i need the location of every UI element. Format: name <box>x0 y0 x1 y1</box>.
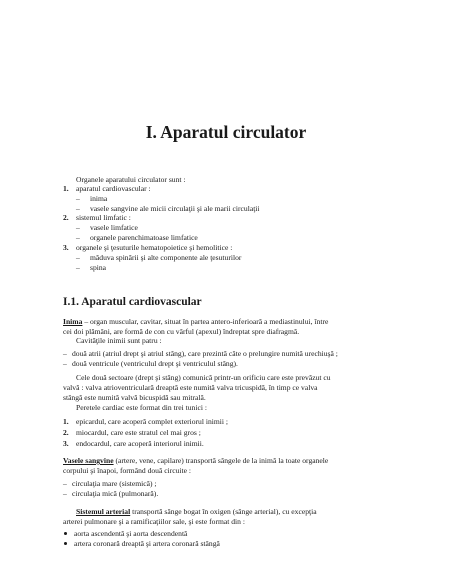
paragraph-arterial-line2: arterei pulmonare şi a ramificaţiilor sale, şi este format din : <box>63 517 245 526</box>
wall-number: 1. <box>63 417 69 426</box>
page-title: I. Aparatul circulator <box>145 122 307 142</box>
paragraph-text: – organ muscular, cavitar, situat în partea antero-inferioară a mediastinului, între <box>82 317 329 326</box>
organ-sub: vasele sangvine ale micii circulaţii şi ale marii circulaţii <box>90 204 260 213</box>
sectors-line1: Cele două sectoare (drept şi stâng) comunică printr-un orificiu care este prevăzut cu <box>76 373 331 382</box>
paragraph-text: transportă sânge bogat în oxigen (sânge arterial), cu excepţia <box>130 507 317 516</box>
paragraph-inima-line1 <box>63 317 328 326</box>
section-title: I.1. Aparatul cardiovascular <box>63 296 202 308</box>
paragraph-arterial-line1 <box>76 507 317 516</box>
intro-text: Organele aparatului circulator sunt : <box>76 175 186 184</box>
organ-sub: inima <box>90 194 108 203</box>
wall-item: endocardul, care acoperă interiorul inimii. <box>76 439 204 448</box>
organ-sub: spina <box>90 263 107 272</box>
dash: – <box>76 253 80 262</box>
dash: – <box>63 359 67 368</box>
artery-item: aorta ascendentă şi aorta descendentă <box>74 529 188 538</box>
term-vase: Vasele sangvine <box>63 456 114 465</box>
organ-sub: vasele limfatice <box>90 223 138 232</box>
organ-number: 3. <box>63 243 69 252</box>
term-arterial: Sistemul arterial <box>76 507 131 516</box>
sectors-line2: valvă : valva atrioventriculară dreaptă este numită valva tricuspidă, în timp ce valva <box>63 383 318 392</box>
organ-number: 1. <box>63 184 69 193</box>
organ-label: organele şi ţesuturile hematopoietice şi hemolitice : <box>76 243 233 252</box>
bullet-icon <box>64 532 67 535</box>
sectors-line3: stângă este numită valvă bicuspidă sau mitrală. <box>63 393 206 402</box>
paragraph-vase-line2: corpului şi înapoi, formând două circuite : <box>63 466 192 475</box>
dash: – <box>76 223 80 232</box>
organ-sub: organele parenchimatoase limfatice <box>90 233 198 242</box>
artery-item: artera coronară dreaptă şi artera coronară stângă <box>74 539 220 548</box>
dash: – <box>76 263 80 272</box>
cavities-intro: Cavităţile inimii sunt patru : <box>76 336 162 345</box>
organ-number: 2. <box>63 213 69 222</box>
bullet-icon <box>64 542 67 545</box>
wall-item: epicardul, care acoperă complet exteriorul inimii ; <box>76 417 229 426</box>
circulation-item: circulaţia mică (pulmonară). <box>72 489 159 498</box>
dash: – <box>63 479 67 488</box>
cavity-item: două atrii (atriul drept şi atriul stâng), care prezintă câte o prelungire numită urechiuşă ; <box>72 349 338 358</box>
cavity-item: două ventricule (ventriculul drept şi ventriculul stâng). <box>72 359 238 368</box>
dash: – <box>63 349 67 358</box>
dash: – <box>76 233 80 242</box>
paragraph-text: (artere, vene, capilare) transportă sângele de la inimă la toate organele <box>113 456 329 465</box>
wall-number: 2. <box>63 428 69 437</box>
walls-intro: Peretele cardiac este format din trei tunici : <box>76 403 207 412</box>
paragraph-vase-line1 <box>63 456 328 465</box>
organ-label: aparatul cardiovascular : <box>76 184 151 193</box>
dash: – <box>76 194 80 203</box>
organ-label: sistemul limfatic : <box>76 213 131 222</box>
wall-item: miocardul, care este stratul cel mai gros ; <box>76 428 201 437</box>
circulation-item: circulaţia mare (sistemică) ; <box>72 479 157 488</box>
wall-number: 3. <box>63 439 69 448</box>
organ-sub: măduva spinării şi alte componente ale ţesuturilor <box>90 253 242 262</box>
dash: – <box>76 204 80 213</box>
paragraph-inima-line2: cei doi plămâni, are formă de con cu vârful (apexul) îndreptat spre diafragmă. <box>63 327 300 336</box>
dash: – <box>63 489 67 498</box>
term-inima: Inima <box>63 317 83 326</box>
